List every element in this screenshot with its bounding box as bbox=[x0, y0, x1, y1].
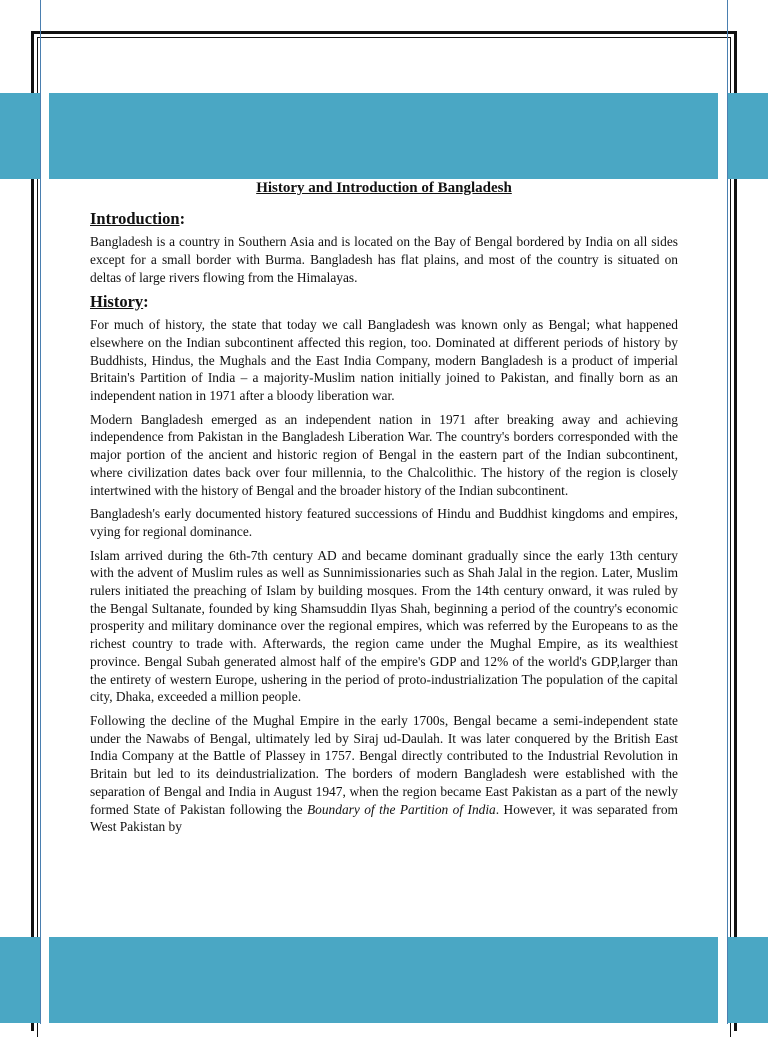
history-paragraph-2: Modern Bangladesh emerged as an independent nation in 1971 after breaking away and achieving independence from Pakistan in the Bangladesh Liberation War. The country's borders corresponded with the major portion of the ancient and historic region of Bengal in the eastern part of the Indian subcontinent, where civilization dates back over four millennia, to the Chalcolithic. The history of the region is closely intertwined with the history of Bengal and the broader history of the Indian subcontinent. bbox=[90, 411, 678, 498]
history-paragraph-1: For much of history, the state that today we call Bangladesh was known only as Bengal; what happened elsewhere on the Indian subcontinent affected this region, too. Dominated at different periods of history by Buddhists, Hindus, the Mughals and the East India Company, modern Bangladesh is a product of imperial Britain's Partition of India – a majority-Muslim nation initially joined to Pakistan, and finally born as an independent nation in 1971 after a bloody liberation war. bbox=[90, 317, 678, 404]
partition-link-text: Boundary of the Partition of India bbox=[306, 801, 496, 817]
history-heading: History: bbox=[90, 291, 149, 311]
history-paragraph-3: Bangladesh's early documented history featured successions of Hindu and Buddhist kingdoms and empires, vying for regional dominance. bbox=[90, 506, 678, 539]
right-margin-rule bbox=[727, 0, 728, 1024]
footer-band bbox=[0, 937, 768, 1023]
document-body bbox=[90, 180, 678, 842]
introduction-paragraph: Bangladesh is a country in Southern Asia and is located on the Bay of Bengal bordered by India on all sides except for a small border with Burma. Bangladesh has flat plains, and most of the country is situated on deltas of large rivers flowing from the Himalayas. bbox=[90, 234, 678, 285]
history-paragraph-4: Islam arrived during the 6th-7th century AD and became dominant gradually since the early 13th century with the advent of Muslim rules as well as Sunnimissionaries such as Shah Jalal in the region. Later, Muslim rulers initiated the preaching of Islam by building mosques. From the 14th century onward, it was ruled by the Bengal Sultanate, founded by king Shamsuddin Ilyas Shah, beginning a period of the country's economic prosperity and military dominance over the regional empires, which was referred by the Europeans to as the richest country to trade with. Afterwards, the region came under the Mughal Empire, as its wealthiest province. Bengal Subah generated almost half of the empire's GDP and 12% of the world's GDP,larger than the entirety of western Europe, ushering in the period of proto-industrialization The population of the capital city, Dhaka, exceeded a million people. bbox=[90, 547, 678, 705]
left-margin-rule bbox=[40, 0, 41, 1024]
history-paragraph-5: Following the decline of the Mughal Empire in the early 1700s, Bengal became a semi-independent state under the Nawabs of Bengal, ultimately led by Siraj ud-Daulah. It was later conquered by the British East India Company at the Battle of Plassey in 1757. Bengal directly contributed to the Industrial Revolution in Britain but led to its deindustrialization. The borders of modern Bangladesh were established with the separation of Bengal and India in August 1947, when the region became East Pakistan as a part of the newly formed State of Pakistan following the Boundary of the Partition of India. However, it was separated from West Pakistan by bbox=[90, 712, 678, 835]
document-title: History and Introduction of Bangladesh bbox=[256, 180, 512, 196]
introduction-heading: Introduction: bbox=[90, 208, 186, 228]
header-band bbox=[0, 93, 768, 179]
